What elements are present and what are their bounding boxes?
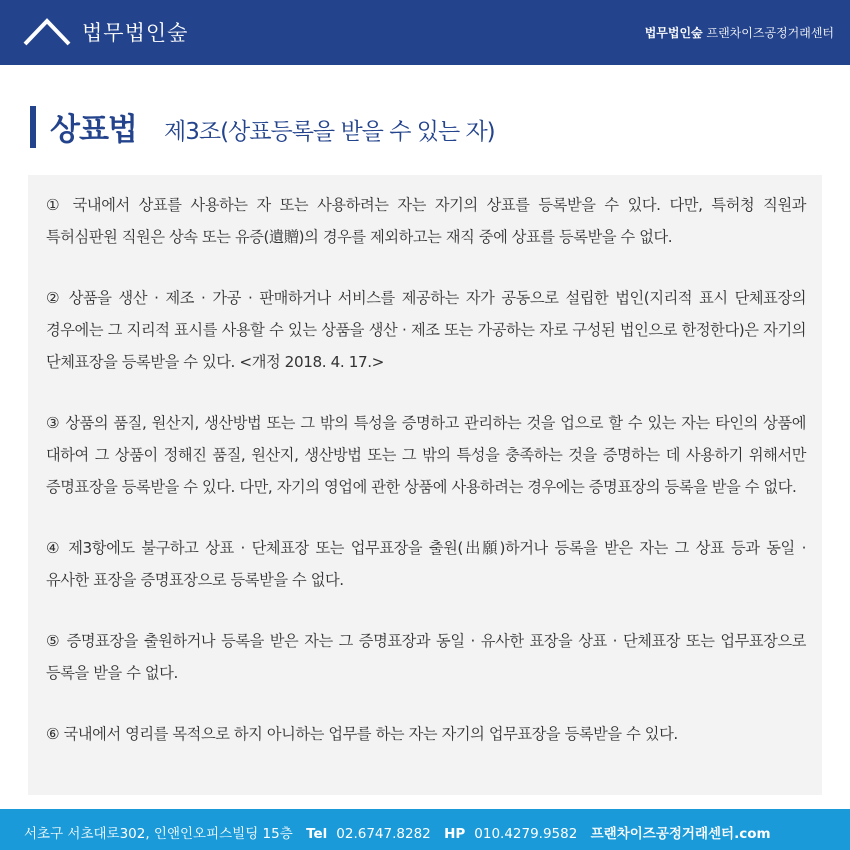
roof-chevron-icon <box>22 14 72 48</box>
title-law-name: 상표법 <box>50 112 137 148</box>
article-content-box <box>28 175 822 795</box>
title-accent-bar <box>30 106 36 148</box>
footer-bar <box>0 809 850 850</box>
paragraph-1: ① 국내에서 상표를 사용하는 자 또는 사용하려는 자는 자기의 상표를 등록받을 수 있다. 다만, 특허청 직원과 특허심판원 직원은 상속 또는 유증(遺贈)의 경우를 제외하고는 재직 중에 상표를 등록받을 수 없다. <box>46 196 806 246</box>
footer-contact <box>24 822 780 842</box>
footer-website[interactable]: 프랜차이즈공정거래센터.com <box>590 826 771 842</box>
page-title <box>30 104 830 150</box>
header-bar <box>0 0 850 65</box>
header-site-name: 프랜차이즈공정거래센터 <box>706 26 834 40</box>
paragraph-3: ③ 상품의 품질, 원산지, 생산방법 또는 그 밖의 특성을 증명하고 관리하는 것을 업으로 할 수 있는 자는 타인의 상품에 대하여 그 상품이 정해진 품질, 원산지, 생산방법 또는 그 밖의 특성을 충족하는 것을 증명하는 데 사용하기 위해서만 증명표장을 등록받을 수 있다. 다만, 자기의 영업에 관한 상품에 사용하려는 경우에는 증명표장의 등록을 받을 수 없다. <box>46 414 806 496</box>
paragraph-5: ⑤ 증명표장을 출원하거나 등록을 받은 자는 그 증명표장과 동일 · 유사한 표장을 상표 · 단체표장 또는 업무표장으로 등록을 받을 수 없다. <box>46 632 806 682</box>
paragraph-2: ② 상품을 생산 · 제조 · 가공 · 판매하거나 서비스를 제공하는 자가 공동으로 설립한 법인(지리적 표시 단체표장의 경우에는 그 지리적 표시를 사용할 수 있는 상품을 생산 · 제조 또는 가공하는 자로 구성된 법인으로 한정한다)은 자기의 단체표장을 등록받을 수 있다. <개정 2018. 4. 17.> <box>46 289 806 371</box>
logo-text[interactable]: 법무법인숲 <box>82 21 189 45</box>
paragraph-4: ④ 제3항에도 불구하고 상표 · 단체표장 또는 업무표장을 출원(出願)하거나 등록을 받은 자는 그 상표 등과 동일 · 유사한 표장을 증명표장으로 등록받을 수 없다. <box>46 539 806 589</box>
footer-tel[interactable]: 02.6747.8282 <box>336 826 431 842</box>
paragraph-6: ⑥ 국내에서 영리를 목적으로 하지 아니하는 업무를 하는 자는 자기의 업무표장을 등록받을 수 있다. <box>46 725 678 743</box>
footer-tel-label: Tel <box>306 826 328 842</box>
title-article: 제3조(상표등록을 받을 수 있는 자) <box>164 119 495 145</box>
footer-hp-label: HP <box>444 826 466 842</box>
footer-hp[interactable]: 010.4279.9582 <box>474 826 578 842</box>
footer-address: 서초구 서초대로302, 인앤인오피스빌딩 15층 <box>24 826 293 842</box>
header-firm-site <box>645 24 834 41</box>
header-firm-name: 법무법인숲 <box>644 26 703 40</box>
